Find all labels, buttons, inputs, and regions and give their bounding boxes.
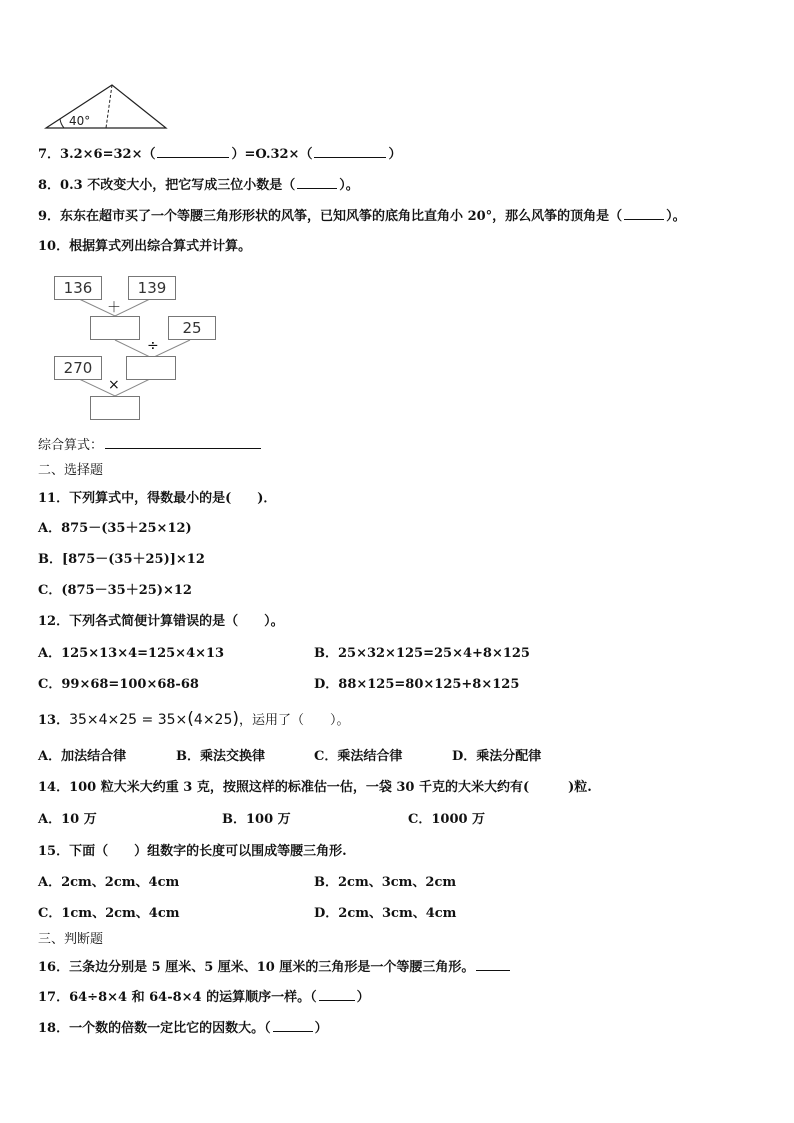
number-box-139: 139 [128, 276, 176, 300]
result-box-quotient[interactable] [126, 356, 176, 380]
result-box-sum[interactable] [90, 316, 140, 340]
answer-blank[interactable] [319, 988, 355, 1001]
q12-option-d[interactable]: D．88×125=80×125+8×125 [314, 677, 520, 692]
q15-option-a[interactable]: A．2cm、2cm、4cm [38, 875, 180, 890]
question-12: 12．下列各式简便计算错误的是（ ）。 [38, 614, 284, 629]
q13-formula: 35×4×25 = 35× [69, 712, 188, 728]
formula-answer-blank[interactable] [105, 436, 261, 449]
diagram-connectors [0, 0, 794, 430]
question-13: 13．35×4×25 = 35×(4×25)，运用了（ ）。 [38, 709, 350, 729]
answer-blank[interactable] [273, 1019, 313, 1032]
q11-option-c[interactable]: C．(875－35＋25)×12 [38, 583, 192, 598]
q12-option-b[interactable]: B．25×32×125=25×4+8×125 [314, 646, 530, 661]
q12-option-c[interactable]: C．99×68=100×68-68 [38, 677, 199, 692]
section-title-judgement: 三、判断题 [38, 932, 104, 947]
question-8: 8．0.3 不改变大小，把它写成三位小数是（ ）。 [38, 178, 359, 193]
answer-blank[interactable] [476, 958, 510, 971]
q11-option-a[interactable]: A．875－(35＋25×12) [38, 521, 192, 536]
formula-line: 综合算式： [38, 436, 263, 455]
q15-option-b[interactable]: B．2cm、3cm、2cm [314, 875, 457, 890]
number-box-270: 270 [54, 356, 102, 380]
question-16: 16．三条边分别是 5 厘米、5 厘米、10 厘米的三角形是一个等腰三角形。 [38, 958, 512, 977]
q13-option-b[interactable]: B．乘法交换律 [176, 749, 265, 764]
question-18: 18．一个数的倍数一定比它的因数大。（ ） [38, 1021, 328, 1036]
question-17: 17．64÷8×4 和 64-8×4 的运算顺序一样。（ ） [38, 990, 370, 1005]
q14-option-b[interactable]: B．100 万 [222, 812, 291, 827]
q13-option-c[interactable]: C．乘法结合律 [314, 749, 403, 764]
q15-option-c[interactable]: C．1cm、2cm、4cm [38, 906, 180, 921]
q14-option-c[interactable]: C．1000 万 [408, 812, 486, 827]
result-box-final[interactable] [90, 396, 140, 420]
plus-operator: ＋ [107, 300, 121, 316]
question-11: 11．下列算式中，得数最小的是( )． [38, 491, 277, 506]
number-box-25: 25 [168, 316, 216, 340]
question-7: 7．3.2×6=32×（ ）=O.32×（ ） [38, 147, 402, 162]
q14-option-a[interactable]: A．10 万 [38, 812, 97, 827]
q11-option-b[interactable]: B．[875－(35＋25)]×12 [38, 552, 205, 567]
q13-option-d[interactable]: D．乘法分配律 [452, 749, 542, 764]
angle-label: 40° [69, 114, 91, 128]
q13-option-a[interactable]: A．加法结合律 [38, 749, 127, 764]
multiply-operator: × [108, 377, 120, 393]
question-10: 10．根据算式列出综合算式并计算。 [38, 239, 252, 254]
question-15: 15．下面（ ）组数字的长度可以围成等腰三角形. [38, 844, 347, 859]
q12-option-a[interactable]: A．125×13×4=125×4×13 [38, 646, 225, 661]
question-14: 14．100 粒大米大约重 3 克，按照这样的标准估一估，一袋 30 千克的大米大约有( )粒. [38, 780, 592, 795]
number-box-136: 136 [54, 276, 102, 300]
divide-operator: ÷ [147, 338, 159, 354]
section-title-choice: 二、选择题 [38, 463, 104, 478]
q15-option-d[interactable]: D．2cm、3cm、4cm [314, 906, 457, 921]
question-9: 9．东东在超市买了一个等腰三角形形状的风筝，已知风筝的底角比直角小 20°，那么风筝的顶角是（ ）。 [38, 209, 686, 224]
